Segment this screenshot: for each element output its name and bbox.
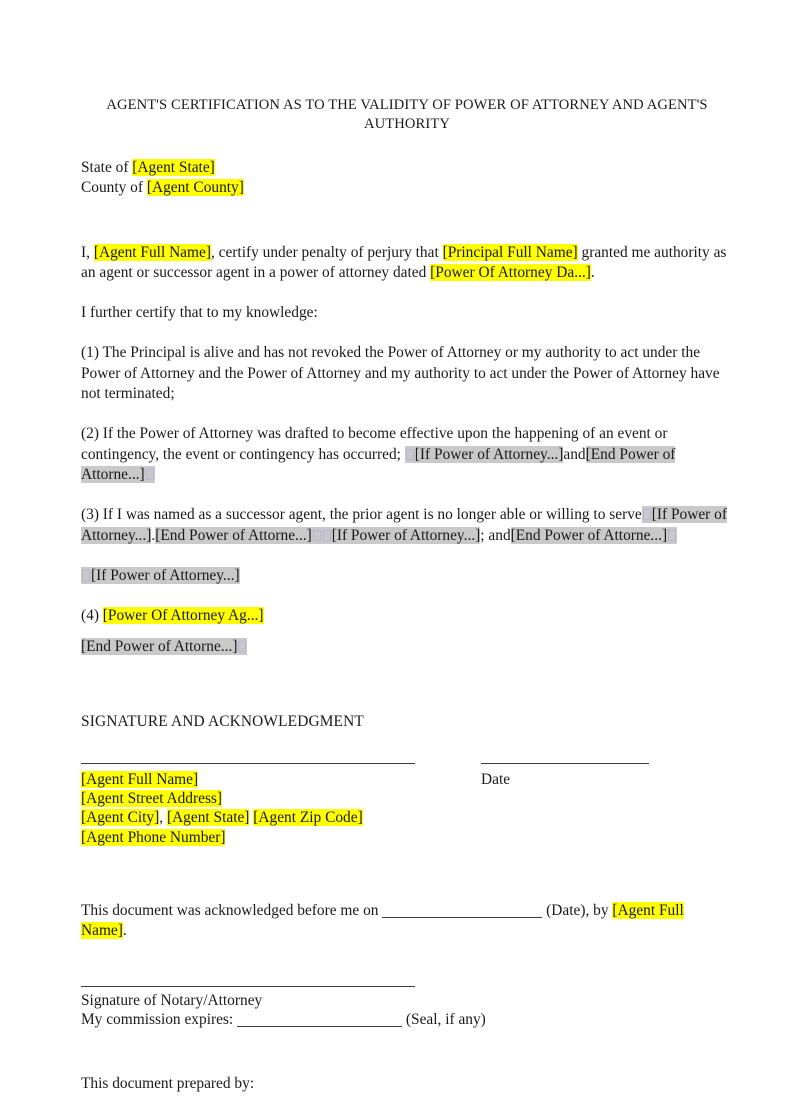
spacer <box>81 1030 733 1074</box>
page-title: AGENT'S CERTIFICATION AS TO THE VALIDITY OF POWER OF ATTORNEY AND AGENT'S AUTHORITY <box>106 97 708 132</box>
clause-three-if-label-2: [If Power of Attorney...] <box>331 526 481 544</box>
missing-glyph-icon <box>313 530 321 541</box>
clause-three-separator-1: . <box>151 526 156 544</box>
agent-street-address-field[interactable]: [Agent Street Address] <box>81 790 223 808</box>
acknowledgment-text-1: This document was acknowledged before me on <box>81 901 383 919</box>
standalone-if-block <box>81 566 733 586</box>
agent-city-state-zip-line <box>81 808 363 827</box>
venue-county-line <box>81 178 733 198</box>
commission-expires-label: My commission expires: <box>81 1011 238 1029</box>
further-certify-line: I further certify that to my knowledge: <box>81 304 318 322</box>
acknowledgment-date-blank[interactable] <box>382 917 542 918</box>
notary-signature-label: Signature of Notary/Attorney <box>81 991 263 1009</box>
clause-two <box>81 424 733 485</box>
spacer <box>81 847 733 901</box>
prepared-by-label: This document prepared by: <box>81 1074 255 1092</box>
county-label: County of <box>81 179 147 197</box>
agent-address-block <box>81 770 363 847</box>
clause-three-if-label-1: [If Power of Attorney...] <box>81 506 727 544</box>
agent-phone-line <box>81 828 363 847</box>
spacer <box>81 323 733 343</box>
clause-two-conjunction: and <box>563 445 586 463</box>
agent-county-field[interactable]: [Agent County] <box>146 179 244 197</box>
spacer <box>81 626 733 637</box>
agent-zip-code-field[interactable]: [Agent Zip Code] <box>253 809 363 827</box>
date-line <box>481 763 649 764</box>
notary-signature-line <box>81 986 415 987</box>
agent-state-field[interactable]: [Agent State] <box>166 809 250 827</box>
principal-full-name-field[interactable]: [Principal Full Name] <box>442 243 578 261</box>
agent-state-field[interactable]: [Agent State] <box>132 159 215 176</box>
poa-agent-field[interactable]: [Power Of Attorney Ag...] <box>102 607 264 625</box>
missing-glyph-icon <box>643 509 651 520</box>
signature-rules <box>81 763 733 765</box>
standalone-conditional-open[interactable] <box>81 567 240 584</box>
poa-date-field[interactable]: [Power Of Attorney Da...] <box>430 263 591 281</box>
missing-glyph-icon <box>406 449 414 460</box>
agent-full-name-field[interactable]: [Agent Full Name] <box>81 770 199 788</box>
missing-glyph-icon <box>668 530 676 541</box>
signature-block <box>81 770 733 847</box>
spacer <box>81 404 733 424</box>
spacer <box>81 658 733 712</box>
missing-glyph-icon <box>323 530 331 541</box>
missing-glyph-icon <box>238 641 246 652</box>
spacer <box>81 546 733 566</box>
intro-text-4: . <box>590 263 595 281</box>
clause-three-conditional-close-1[interactable] <box>155 527 321 544</box>
standalone-if-label: [If Power of Attorney...] <box>91 566 240 584</box>
standalone-conditional-close[interactable] <box>81 638 247 655</box>
state-label: State of <box>81 159 133 176</box>
signature-line <box>81 763 415 764</box>
acknowledgment-text-3: . <box>122 922 127 940</box>
acknowledgment-text-2: (Date), by <box>542 901 613 919</box>
clause-three <box>81 505 733 546</box>
clause-two-end-label: [End Power of Attorne...] <box>81 445 676 483</box>
clause-two-text: (2) If the Power of Attorney was drafted to become effective upon the happening of an event or contingency, the event or contingency has occurred; <box>81 425 668 463</box>
agent-street-line <box>81 789 363 808</box>
spacer <box>81 199 733 243</box>
spacer <box>81 283 733 303</box>
clause-two-conditional-open[interactable] <box>405 446 564 463</box>
clause-three-text: (3) If I was named as a successor agent, the prior agent is no longer able or willing to serve <box>81 506 642 524</box>
spacer <box>81 485 733 505</box>
intro-text-1: I, <box>81 243 94 261</box>
clause-one: (1) The Principal is alive and has not revoked the Power of Attorney or my authority to act under the Power of Attorney and the Power of Attorney and my authority to act under the Power of Attorney have not terminated; <box>81 344 720 403</box>
clause-four-number: (4) <box>81 607 103 625</box>
document-content <box>81 96 733 1093</box>
agent-city-field[interactable]: [Agent City] <box>81 809 160 827</box>
intro-text-2: , certify under penalty of perjury that <box>210 243 443 261</box>
clause-three-end-label-1: [End Power of Attorne...] <box>155 526 312 544</box>
venue-state-line <box>81 158 733 178</box>
commission-expires-blank[interactable] <box>237 1026 402 1027</box>
spacer <box>81 942 733 986</box>
intro-text-3: granted me authority as an agent or successor agent in a power of attorney dated <box>81 243 727 281</box>
standalone-end-block <box>81 637 733 657</box>
agent-name-line <box>81 770 363 789</box>
missing-glyph-icon <box>82 570 90 581</box>
agent-phone-number-field[interactable]: [Agent Phone Number] <box>81 828 226 846</box>
spacer <box>81 732 733 763</box>
clause-three-conditional-close-2[interactable] <box>511 527 677 544</box>
intro-paragraph <box>81 243 733 284</box>
spacer <box>81 586 733 606</box>
clause-three-end-label-2: [End Power of Attorne...] <box>510 526 668 544</box>
missing-glyph-icon <box>146 469 154 480</box>
acknowledgment-paragraph <box>81 901 733 942</box>
signature-section-heading: SIGNATURE AND ACKNOWLEDGMENT <box>81 712 364 730</box>
clause-three-separator-2: ; and <box>480 526 511 544</box>
notary-commission-line <box>81 1010 733 1030</box>
seal-label: (Seal, if any) <box>402 1011 486 1029</box>
date-label: Date <box>481 770 511 788</box>
clause-four <box>81 606 733 626</box>
agent-full-name-field[interactable]: [Agent Full Name] <box>93 243 211 261</box>
clause-three-conditional-open-2[interactable] <box>322 527 481 544</box>
city-state-separator: , <box>159 809 167 827</box>
agent-full-name-field[interactable]: [Agent Full Name] <box>81 901 684 940</box>
standalone-end-label: [End Power of Attorne...] <box>81 638 238 656</box>
clause-two-if-label: [If Power of Attorney...] <box>414 445 564 463</box>
